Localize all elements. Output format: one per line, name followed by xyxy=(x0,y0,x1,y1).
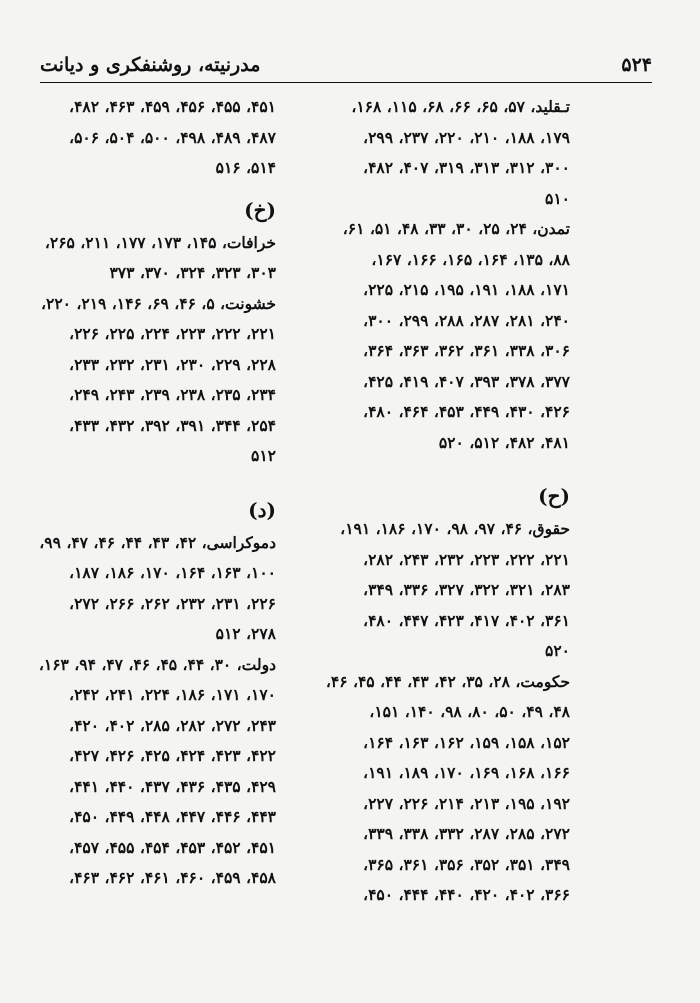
index-line: ۲۴۰، ۲۸۱، ۲۸۷، ۲۸۸، ۲۹۹، ۳۰۰، xyxy=(363,310,570,330)
index-line: ۲۲۱، ۲۲۲، ۲۲۳، ۲۳۲، ۲۴۳، ۲۸۲، xyxy=(363,549,570,569)
index-line: ۱۰۰، ۱۶۳، ۱۶۴، ۱۷۰، ۱۸۶، ۱۸۷، xyxy=(69,563,276,582)
index-line: ۳۷۷، ۳۷۸، ۳۹۳، ۴۰۷، ۴۱۹، ۴۲۵، xyxy=(363,371,570,391)
index-line: ۲۲۶، ۲۳۱، ۲۳۲، ۲۶۲، ۲۶۶، ۲۷۲، xyxy=(69,593,276,613)
index-line: ۵۱۴، ۵۱۶ xyxy=(215,158,276,177)
index-line: ۱۵۲، ۱۵۸، ۱۵۹، ۱۶۲، ۱۶۳، ۱۶۴، xyxy=(363,732,570,752)
index-line: دموکراسی، ۴۲، ۴۳، ۴۴، ۴۶، ۴۷، ۹۹، xyxy=(39,532,276,552)
index-line: ۴۴۳، ۴۴۶، ۴۴۷، ۴۴۸، ۴۴۹، ۴۵۰، xyxy=(69,807,276,826)
index-line: ۲۲۸، ۲۲۹، ۲۳۰، ۲۳۱، ۲۳۲، ۲۳۳، xyxy=(69,354,276,374)
index-line: ۲۷۲، ۲۸۵، ۲۸۷، ۳۳۲، ۳۳۸، ۳۳۹، xyxy=(363,824,570,843)
index-line: ۴۸۱، ۴۸۲، ۵۱۲، ۵۲۰ xyxy=(438,432,570,452)
index-line: ۴۲۲، ۴۲۳، ۴۲۴، ۴۲۵، ۴۲۶، ۴۲۷، xyxy=(69,746,276,765)
index-line: ۴۲۶، ۴۳۰، ۴۴۹، ۴۵۳، ۴۶۴، ۴۸۰، xyxy=(363,402,570,421)
section-gap xyxy=(28,472,276,492)
index-line: ۲۷۸، ۵۱۲ xyxy=(215,624,276,643)
index-line: تـقلید، ۵۷، ۶۵، ۶۶، ۶۸، ۱۱۵، ۱۶۸، xyxy=(351,97,570,116)
index-line: حقوق، ۴۶، ۹۷، ۹۸، ۱۷۰، ۱۸۶، ۱۹۱، xyxy=(340,519,570,538)
index-line: ۴۵۱، ۴۵۲، ۴۵۳، ۴۵۴، ۴۵۵، ۴۵۷، xyxy=(69,837,276,857)
index-line: ۲۲۱، ۲۲۲، ۲۲۳، ۲۲۴، ۲۲۵، ۲۲۶، xyxy=(69,324,276,343)
index-line: ۱۷۹، ۱۸۸، ۲۱۰، ۲۲۰، ۲۳۷، ۲۹۹، xyxy=(363,127,570,147)
section-letter-heading: (ح) xyxy=(538,484,570,508)
header-rule xyxy=(40,82,652,83)
section-letter-heading: (خ) xyxy=(244,197,276,222)
index-line: ۵۲۰ xyxy=(545,641,570,660)
index-line: ۴۸، ۴۹، ۵۰، ۸۰، ۹۸، ۱۴۰، ۱۵۱، xyxy=(369,702,570,721)
index-line: خشونت، ۵، ۴۶، ۶۹، ۱۴۶، ۲۱۹، ۲۲۰، xyxy=(41,293,276,313)
section-letter-heading: (د) xyxy=(248,497,276,522)
index-line: ۴۵۸، ۴۵۹، ۴۶۰، ۴۶۱، ۴۶۲، ۴۶۳، xyxy=(69,868,276,887)
index-line: ۲۴۳، ۲۷۲، ۲۸۲، ۲۸۵، ۴۰۲، ۴۲۰، xyxy=(69,715,276,735)
index-line: دولت، ۳۰، ۴۴، ۴۵، ۴۶، ۴۷، ۹۴، ۱۶۳، xyxy=(38,654,276,674)
page-number: ۵۲۴ xyxy=(621,54,652,76)
index-line: ۲۵۴، ۳۴۴، ۳۹۱، ۳۹۲، ۴۳۲، ۴۳۳، xyxy=(69,415,276,435)
index-line: ۵۱۰ xyxy=(545,188,570,208)
index-line: ۱۷۱، ۱۸۸، ۱۹۱، ۱۹۵، ۲۱۵، ۲۲۵، xyxy=(363,280,570,299)
index-line: ۳۶۶، ۴۰۲، ۴۲۰، ۴۴۰، ۴۴۴، ۴۵۰، xyxy=(363,885,570,904)
index-line: ۳۶۱، ۴۰۲، ۴۱۷، ۴۲۳، ۴۴۷، ۴۸۰، xyxy=(363,610,570,630)
section-gap xyxy=(28,184,276,192)
index-line: ۲۳۴، ۲۳۵، ۲۳۸، ۲۳۹، ۲۴۳، ۲۴۹، xyxy=(69,385,276,404)
index-line: ۴۵۱، ۴۵۵، ۴۵۶، ۴۵۹، ۴۶۳، ۴۸۲، xyxy=(69,97,276,116)
index-line: تمدن، ۲۴، ۲۵، ۳۰، ۳۳، ۴۸، ۵۱، ۶۱، xyxy=(342,219,570,238)
index-line: ۴۸۷، ۴۸۹، ۴۹۸، ۵۰۰، ۵۰۴، ۵۰۶، xyxy=(69,127,276,147)
index-line: ۳۴۹، ۳۵۱، ۳۵۲، ۳۵۶، ۳۶۱، ۳۶۵، xyxy=(363,854,570,874)
index-line: خرافات، ۱۴۵، ۱۷۳، ۱۷۷، ۲۱۱، ۲۶۵، xyxy=(44,232,276,252)
index-line: ۸۸، ۱۳۵، ۱۶۴، ۱۶۵، ۱۶۶، ۱۶۷، xyxy=(371,249,570,269)
index-line: ۴۲۹، ۴۳۵، ۴۳۶، ۴۳۷، ۴۴۰، ۴۴۱، xyxy=(69,776,276,796)
index-line: ۱۹۲، ۱۹۵، ۲۱۳، ۲۱۴، ۲۲۶، ۲۲۷، xyxy=(363,793,570,813)
index-line: ۳۰۶، ۳۳۸، ۳۶۱، ۳۶۲، ۳۶۳، ۳۶۴، xyxy=(363,341,570,360)
running-header xyxy=(40,46,652,76)
running-title: مدرنیته، روشنفکری و دیانت xyxy=(40,54,261,76)
index-line: ۱۷۰، ۱۷۱، ۱۸۶، ۲۲۴، ۲۴۱، ۲۴۲، xyxy=(69,685,276,704)
index-line: حکومت، ۲۸، ۳۵، ۴۲، ۴۳، ۴۴، ۴۵، ۴۶، xyxy=(325,671,570,691)
section-gap xyxy=(322,458,570,478)
index-line: ۵۱۲ xyxy=(251,446,276,465)
index-line: ۳۰۰، ۳۱۲، ۳۱۳، ۳۱۹، ۴۰۷، ۴۸۲، xyxy=(363,158,570,177)
index-column-left xyxy=(28,92,276,894)
index-line: ۲۸۳، ۳۲۱، ۳۲۲، ۳۲۷، ۳۳۶، ۳۴۹، xyxy=(363,580,570,599)
index-line: ۱۶۶، ۱۶۸، ۱۶۹، ۱۷۰، ۱۸۹، ۱۹۱، xyxy=(363,763,570,782)
index-line: ۳۰۳، ۳۲۳، ۳۲۴، ۳۷۰، ۳۷۳ xyxy=(109,263,276,282)
index-column-right xyxy=(322,92,570,911)
